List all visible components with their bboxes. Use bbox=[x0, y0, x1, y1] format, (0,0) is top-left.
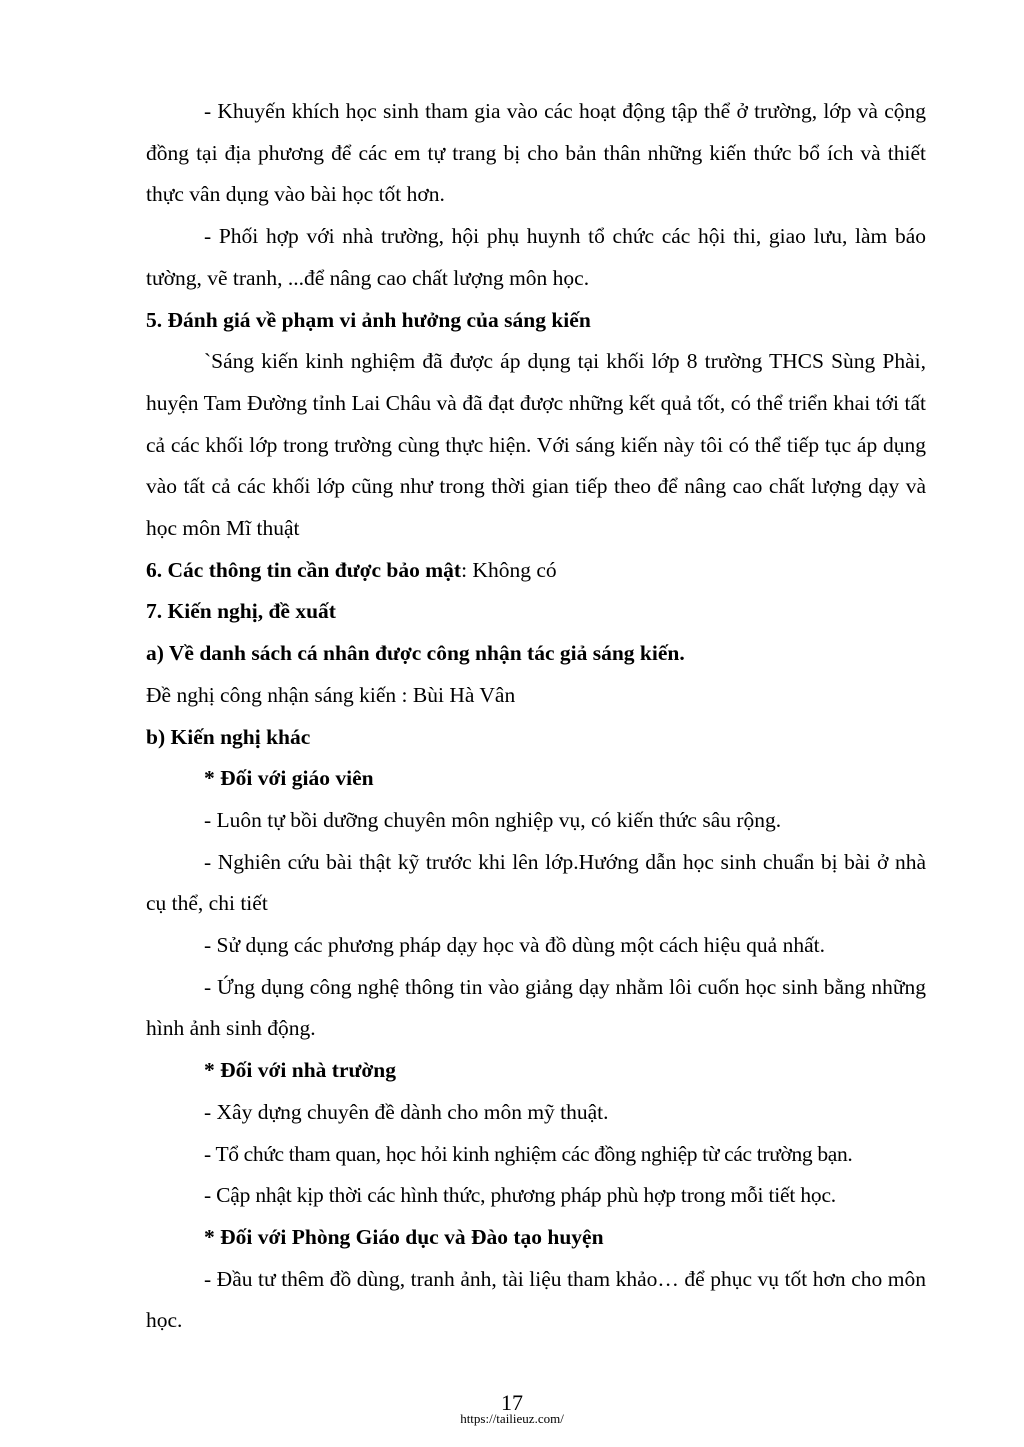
list-item: - Xây dựng chuyên đề dành cho môn mỹ thuật. bbox=[204, 1099, 609, 1124]
heading-for-department: * Đối với Phòng Giáo dục và Đào tạo huyện bbox=[204, 1224, 604, 1249]
section-6-value: : Không có bbox=[461, 557, 557, 582]
heading-for-teachers: * Đối với giáo viên bbox=[204, 766, 374, 791]
section-6-line bbox=[146, 550, 926, 592]
list-item: - Đầu tư thêm đồ dùng, tranh ảnh, tài liệu tham khảo… để phục vụ tốt hơn cho môn học. bbox=[146, 1266, 926, 1333]
heading-section-7: 7. Kiến nghị, đề xuất bbox=[146, 599, 336, 624]
list-item: - Tổ chức tham quan, học hỏi kinh nghiệm các đồng nghiệp từ các trường bạn. bbox=[204, 1141, 853, 1166]
author-recognition-text: Đề nghị công nhận sáng kiến : Bùi Hà Vân bbox=[146, 682, 516, 707]
paragraph-encourage-activities: - Khuyến khích học sinh tham gia vào các hoạt động tập thể ở trường, lớp và cộng đồng tại địa phương để các em tự trang bị cho bản thân những kiến thức bổ ích và thiết thực vân dụng vào bài học tốt hơn. bbox=[146, 99, 926, 207]
list-item: - Cập nhật kịp thời các hình thức, phương pháp phù hợp trong mỗi tiết học. bbox=[204, 1183, 836, 1208]
list-item: - Sử dụng các phương pháp dạy học và đồ dùng một cách hiệu quả nhất. bbox=[204, 933, 825, 958]
heading-section-6: 6. Các thông tin cần được bảo mật bbox=[146, 557, 462, 582]
paragraph-scope-of-impact: `Sáng kiến kinh nghiệm đã được áp dụng tại khối lớp 8 trường THCS Sùng Phài, huyện Tam Đường tỉnh Lai Châu và đã đạt được những kết quả tốt, có thể triển khai tới tất cả các khối lớp trong trường cùng thực hiện. Với sáng kiến này tôi có thể tiếp tục áp dụng vào tất cả các khối lớp cũng như trong thời gian tiếp theo để nâng cao chất lượng dạy và học môn Mĩ thuật bbox=[146, 349, 926, 541]
source-url: https://tailieuz.com/ bbox=[460, 1411, 564, 1426]
heading-section-5: 5. Đánh giá về phạm vi ảnh hưởng của sáng kiến bbox=[146, 307, 591, 332]
heading-for-school: * Đối với nhà trường bbox=[204, 1058, 397, 1083]
document-body bbox=[146, 91, 926, 1342]
list-item: - Nghiên cứu bài thật kỹ trước khi lên lớp.Hướng dẫn học sinh chuẩn bị bài ở nhà cụ thể, chi tiết bbox=[146, 849, 926, 916]
heading-section-7b: b) Kiến nghị khác bbox=[146, 724, 311, 749]
page-number: 17 bbox=[501, 1390, 523, 1415]
list-item: - Ứng dụng công nghệ thông tin vào giảng dạy nhằm lôi cuốn học sinh bằng những hình ảnh sinh động. bbox=[146, 974, 926, 1041]
paragraph-coordinate-school: - Phối hợp với nhà trường, hội phụ huynh tổ chức các hội thi, giao lưu, làm báo tường, vẽ tranh, ...để nâng cao chất lượng môn học. bbox=[146, 224, 926, 290]
heading-section-7a: a) Về danh sách cá nhân được công nhận tác giả sáng kiến. bbox=[146, 641, 685, 666]
list-item: - Luôn tự bồi dưỡng chuyên môn nghiệp vụ, có kiến thức sâu rộng. bbox=[204, 807, 782, 832]
